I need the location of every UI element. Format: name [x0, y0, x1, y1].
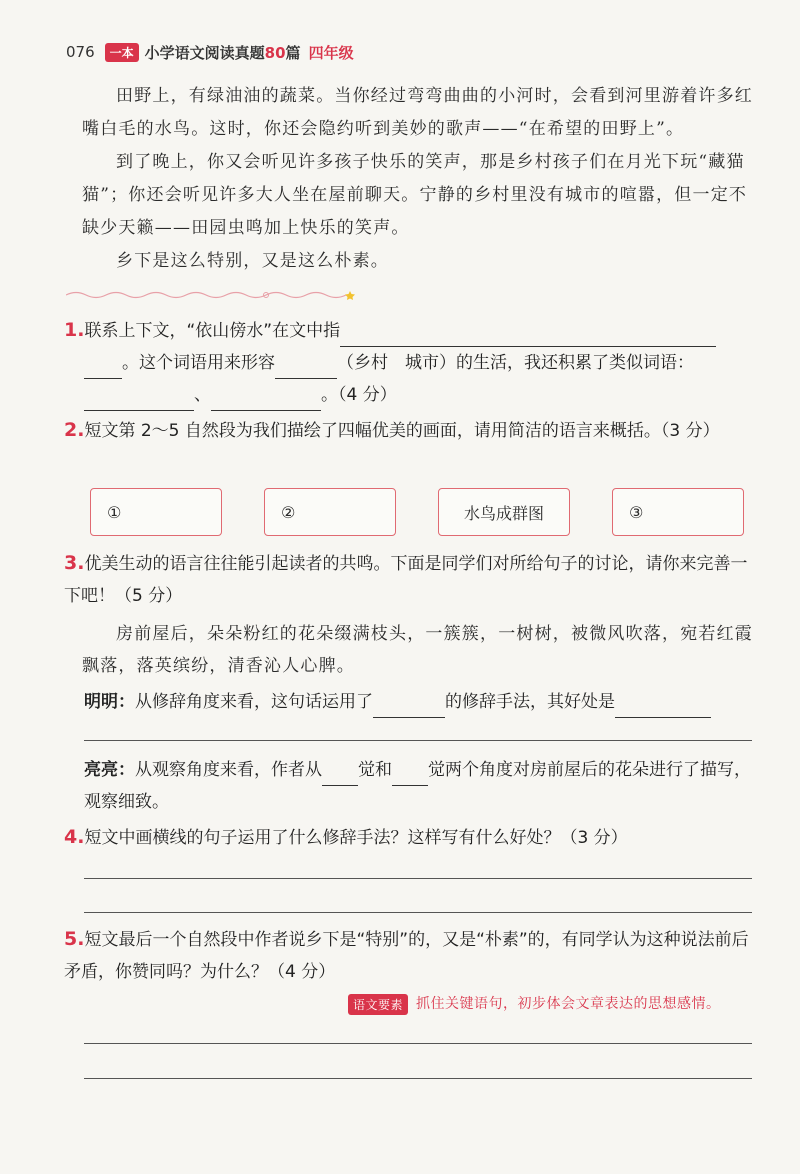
- q3-liangliang-blank-2[interactable]: [392, 765, 428, 786]
- question-1-text-b: 。这个词语用来形容: [122, 353, 275, 373]
- q3-mingming-blank-2[interactable]: [615, 697, 711, 718]
- q1-answer-blank-1-cont[interactable]: [84, 358, 122, 379]
- q5-answer-line-2[interactable]: [84, 1078, 752, 1079]
- summary-box-1[interactable]: ①: [90, 488, 222, 536]
- passage-paragraph-1: 田野上，有绿油油的蔬菜。当你经过弯弯曲曲的小河时，会看到河里游着许多红嘴白毛的水鸟。这时，你还会隐约听到美妙的歌声——“在希望的田野上”。: [82, 86, 753, 139]
- q4-answer-line-2[interactable]: [84, 912, 752, 913]
- question-3-text: 优美生动的语言往往能引起读者的共鸣。下面是同学们对所给句子的讨论，请你来完善一下吧！（5 分）: [64, 554, 748, 606]
- q4-answer-line-1[interactable]: [84, 878, 752, 879]
- question-2-text: 短文第 2～5 自然段为我们描绘了四幅优美的画面，请用简洁的语言来概括。（3 分）: [84, 421, 720, 441]
- question-1-number: 1.: [64, 319, 85, 341]
- q1-answer-blank-3[interactable]: [84, 390, 194, 411]
- q3-answer-line[interactable]: [84, 740, 752, 741]
- question-4: [64, 821, 754, 854]
- summary-box-4[interactable]: ③: [612, 488, 744, 536]
- question-5: [64, 923, 754, 988]
- q3-quoted-sentence: 房前屋后，朵朵粉红的花朵缀满枝头，一簇簇，一树树，被微风吹落，宛若红霞飘落，落英缤纷，清香沁人心脾。: [82, 624, 753, 676]
- book-title: 小学语文阅读真题80篇: [144, 43, 301, 62]
- q5-answer-line-1[interactable]: [84, 1043, 752, 1044]
- question-4-text: 短文中画横线的句子运用了什么修辞手法？这样写有什么好处？（3 分）: [84, 828, 628, 848]
- q3-mingming: 明明：从修辞角度来看，这句话运用了 的修辞手法，其好处是: [84, 686, 752, 718]
- question-2-number: 2.: [64, 419, 85, 441]
- question-2: [64, 414, 754, 447]
- q3-liangliang: 亮亮：从观察角度来看，作者从 觉和 觉两个角度对房前屋后的花朵进行了描写，观察细致。: [84, 760, 751, 812]
- question-1-end: 。（4 分）: [321, 385, 397, 405]
- question-1-text-c: （乡村 城市）的生活，我还积累了类似词语：: [337, 353, 694, 373]
- question-3-number: 3.: [64, 552, 85, 574]
- tip-badge: 语文要素: [348, 994, 408, 1015]
- summary-box-2[interactable]: ②: [264, 488, 396, 536]
- page-number: 076: [66, 43, 95, 61]
- speaker-mingming: 明明：: [84, 692, 135, 712]
- learning-tip: [348, 993, 721, 1015]
- question-5-text: 短文最后一个自然段中作者说乡下是“特别”的，又是“朴素”的，有同学认为这种说法前后矛盾，你赞同吗？为什么？（4 分）: [64, 930, 749, 982]
- page-header: [66, 40, 354, 64]
- q1-answer-blank-2[interactable]: [275, 358, 337, 379]
- grade-label: 四年级: [308, 43, 354, 62]
- brand-badge: 一本: [105, 43, 139, 62]
- passage-paragraph-2: 到了晚上，你又会听见许多孩子快乐的笑声，那是乡村孩子们在月光下玩“藏猫猫”；你还会听见许多大人坐在屋前聊天。宁静的乡村里没有城市的喧嚣，但一定不缺少天籁——田园虫鸣加上快乐的笑声。: [82, 152, 748, 238]
- question-1-text-a: 联系上下文，“依山傍水”在文中指: [84, 321, 341, 341]
- q1-separator: 、: [194, 385, 211, 405]
- q1-answer-blank-4[interactable]: [211, 390, 321, 411]
- decorative-divider: [66, 290, 356, 298]
- question-5-number: 5.: [64, 928, 85, 950]
- question-4-number: 4.: [64, 826, 85, 848]
- summary-box-3: 水鸟成群图: [438, 488, 570, 536]
- q3-liangliang-blank-1[interactable]: [322, 765, 358, 786]
- speaker-liangliang: 亮亮：: [84, 760, 135, 780]
- star-icon: [345, 291, 355, 300]
- question-3: [64, 547, 754, 612]
- passage-paragraph-3: 乡下是这么特别，又是这么朴素。: [116, 251, 389, 271]
- q3-mingming-blank-1[interactable]: [373, 697, 445, 718]
- tip-text: 抓住关键语句，初步体会文章表达的思想感情。: [416, 996, 721, 1012]
- q1-answer-blank-1[interactable]: [340, 326, 716, 347]
- question-1: [64, 314, 754, 411]
